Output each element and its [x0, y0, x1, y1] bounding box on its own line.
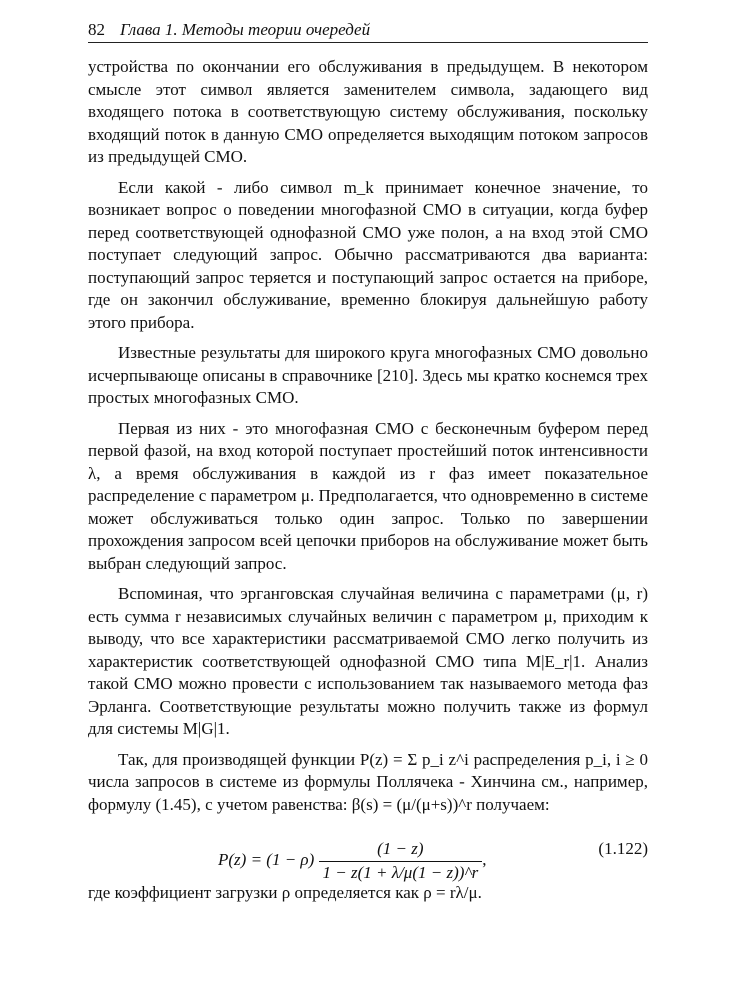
- paragraph: где коэффициент загрузки ρ определяется как ρ = rλ/μ.: [88, 883, 482, 902]
- paragraph: Первая из них - это многофазная СМО с бесконечным буфером перед первой фазой, на вход которой поступает простейший поток интенсивности λ, а время обслуживания в каждой из r фаз имеет показательное распределение с параметром μ. Предполагается, что одновременно в системе может обслуживаться только один запрос. Только по завершении прохождения запросом всей цепочки приборов на обслуживание может быть выбран следующий запрос.: [88, 418, 648, 573]
- equation-body: P(z) = (1 − ρ) $\frac{(1 - z)}{1 - z(1 + \lambda/\mu(1 - z))\^{}r}$ ,: [218, 838, 486, 884]
- fraction: $\frac{(1 - z)}{1 - z(1 + \lambda/\mu(1 - z))\^{}r}$: [319, 838, 483, 884]
- paragraph: Так, для производящей функции P(z) = Σ p_i z^i распределения p_i, i ≥ 0 числа запросов в системе из формулы Поллячека - Хинчина см., например, формулу (1.45), с учетом равенства: β(s) = (μ/(μ+s))^r получаем:: [88, 749, 648, 814]
- paragraph: Известные результаты для широкого круга многофазных СМО довольно исчерпывающе описаны в справочнике [210]. Здесь мы кратко коснемся трех простых многофазных СМО.: [88, 343, 648, 407]
- body-text: [88, 56, 648, 913]
- paragraph: устройства по окончании его обслуживания в предыдущем. В некотором смысле этот символ является заменителем символа, задающего вид входящего потока в соответствующую систему обслуживания, поскольку входящий поток в данную СМО определяется выходящим потоком запросов из предыдущей СМО.: [88, 57, 648, 166]
- equation-1-122: [88, 824, 648, 882]
- paragraph: Если какой - либо символ m_k принимает конечное значение, то возникает вопрос о поведении многофазной СМО в ситуации, когда буфер перед соответствующей однофазной СМО уже полон, а на вход этой СМО поступает следующий запрос. Обычно рассматриваются два варианта: поступающий запрос теряется и поступающий запрос остается на приборе, где он закончил обслуживание, временно блокируя дальнейшую работу этого прибора.: [88, 177, 648, 332]
- running-header: [88, 18, 648, 43]
- paragraph: Вспоминая, что эрганговская случайная величина с параметрами (μ, r) есть сумма r независимых случайных величин с параметром μ, приходим к выводу, что все характеристики рассматриваемой СМО легко получить из характеристик соответствующей однофазной СМО типа M|E_r|1. Анализ такой СМО можно провести с использованием так называемого метода фаз Эрланга. Соответствующие результаты можно получить также из формул для системы M|G|1.: [88, 584, 648, 738]
- equation-number: (1.122): [598, 839, 648, 858]
- page-number: 82: [88, 20, 105, 39]
- chapter-title: Глава 1. Методы теории очередей: [120, 20, 371, 39]
